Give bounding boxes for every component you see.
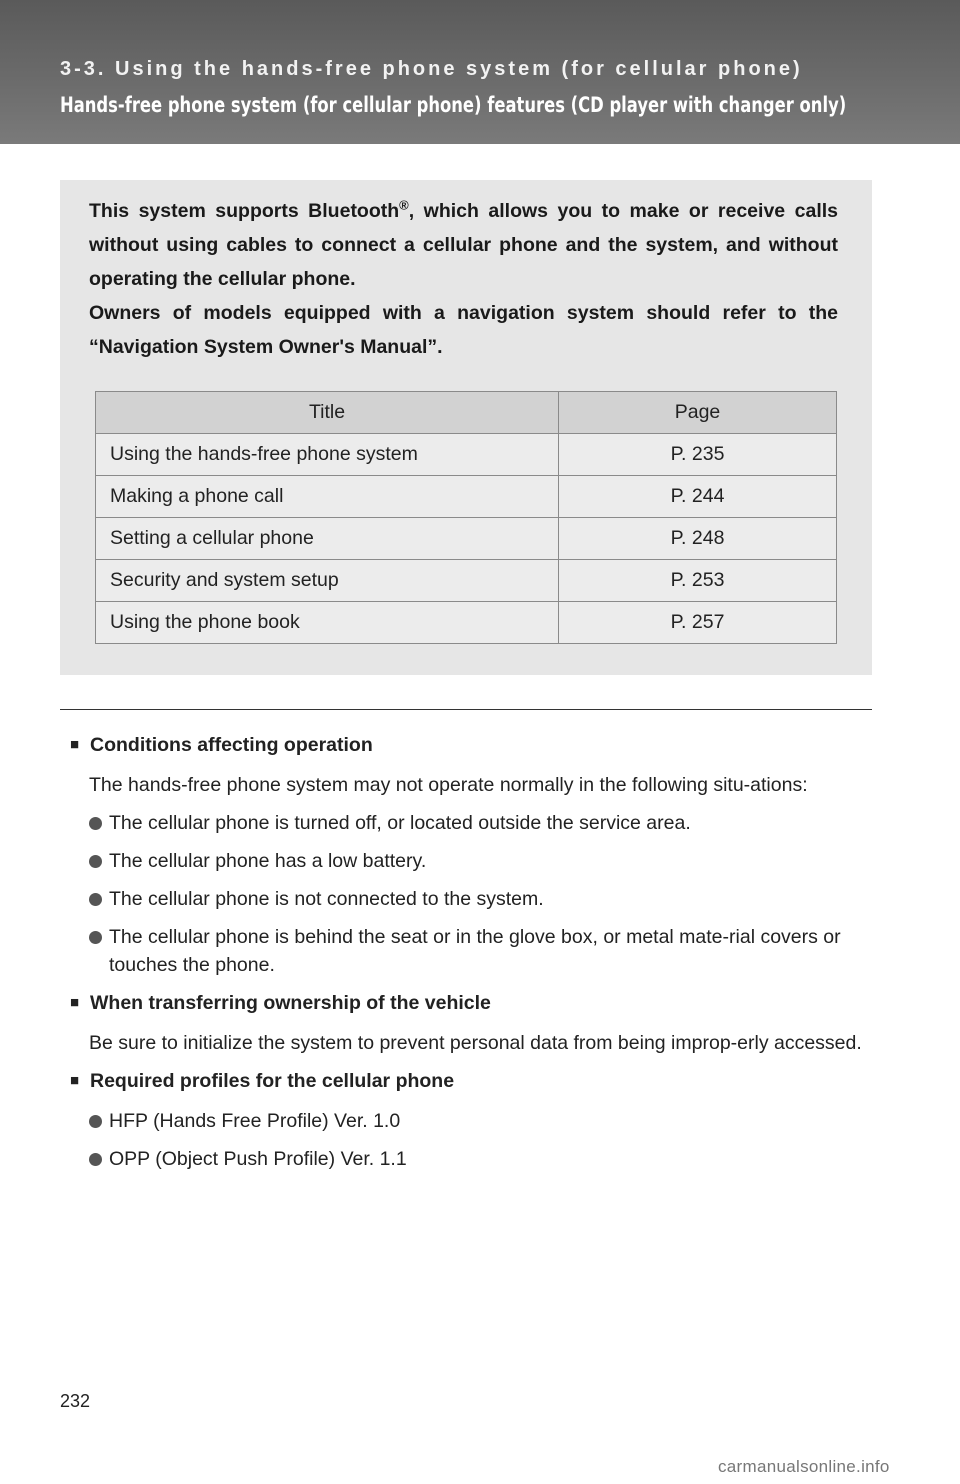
square-bullet-icon: ■ [70, 994, 80, 1011]
list-item [89, 885, 866, 913]
registered-trademark: ® [399, 197, 409, 213]
list-item-text: HFP (Hands Free Profile) Ver. 1.0 [109, 1110, 401, 1132]
square-bullet-icon: ■ [70, 736, 80, 753]
note-heading [70, 731, 866, 759]
table-row [96, 602, 837, 644]
round-bullet-icon [89, 1115, 102, 1128]
row-page: P. 235 [559, 434, 837, 476]
table-row [96, 560, 837, 602]
table-row [96, 434, 837, 476]
list-item-text: The cellular phone is not connected to the system. [109, 888, 544, 910]
list-item-text: The cellular phone is behind the seat or in the glove box, or metal mate-rial covers or touches the phone. [109, 926, 841, 976]
row-title: Setting a cellular phone [96, 518, 559, 560]
round-bullet-icon [89, 931, 102, 944]
section-title: Hands-free phone system (for cellular phone) features (CD player with changer only) [60, 93, 847, 117]
intro-text [89, 194, 838, 364]
note-heading-text: Required profiles for the cellular phone [90, 1070, 455, 1092]
list-item [89, 847, 866, 875]
round-bullet-icon [89, 893, 102, 906]
row-title: Using the phone book [96, 602, 559, 644]
contents-table [95, 391, 837, 644]
list-item [89, 1107, 866, 1135]
list-item [89, 923, 866, 979]
table-row [96, 476, 837, 518]
notes-section [70, 731, 866, 1183]
table-header-row [96, 392, 837, 434]
section-label: 3-3. Using the hands-free phone system (for cellular phone) [60, 58, 803, 80]
round-bullet-icon [89, 817, 102, 830]
intro-text-part: This system supports Bluetooth [89, 200, 400, 222]
note-heading [70, 989, 866, 1017]
note-body: Be sure to initialize the system to prevent personal data from being improp-erly accessed. [89, 1032, 862, 1054]
note-heading-text: When transferring ownership of the vehicle [90, 992, 491, 1014]
intro-paragraph-2: Owners of models equipped with a navigation system should refer to the “Navigation System Owner's Manual”. [89, 302, 838, 358]
column-header-page: Page [559, 392, 837, 434]
intro-text-part: , which allows you to make or receive calls without using cables to connect a cellular phone and the system, and without operating the cellular phone. [89, 200, 838, 290]
note-heading-text: Conditions affecting operation [90, 734, 373, 756]
list-item-text: The cellular phone is turned off, or located outside the service area. [109, 812, 691, 834]
row-title: Making a phone call [96, 476, 559, 518]
list-item-text: The cellular phone has a low battery. [109, 850, 427, 872]
row-title: Using the hands-free phone system [96, 434, 559, 476]
list-item [89, 1145, 866, 1173]
row-title: Security and system setup [96, 560, 559, 602]
square-bullet-icon: ■ [70, 1072, 80, 1089]
intro-paragraph-1 [89, 194, 838, 296]
intro-box [60, 180, 872, 675]
page-number: 232 [60, 1391, 91, 1411]
round-bullet-icon [89, 1153, 102, 1166]
column-header-title: Title [96, 392, 559, 434]
row-page: P. 248 [559, 518, 837, 560]
list-item [89, 809, 866, 837]
divider [60, 709, 872, 710]
note-heading [70, 1067, 866, 1095]
list-item-text: OPP (Object Push Profile) Ver. 1.1 [109, 1148, 407, 1170]
page-header [0, 0, 960, 144]
table-row [96, 518, 837, 560]
note-body: The hands-free phone system may not operate normally in the following situ-ations: [89, 774, 808, 796]
round-bullet-icon [89, 855, 102, 868]
row-page: P. 244 [559, 476, 837, 518]
watermark: carmanualsonline.info [718, 1457, 890, 1476]
row-page: P. 253 [559, 560, 837, 602]
row-page: P. 257 [559, 602, 837, 644]
